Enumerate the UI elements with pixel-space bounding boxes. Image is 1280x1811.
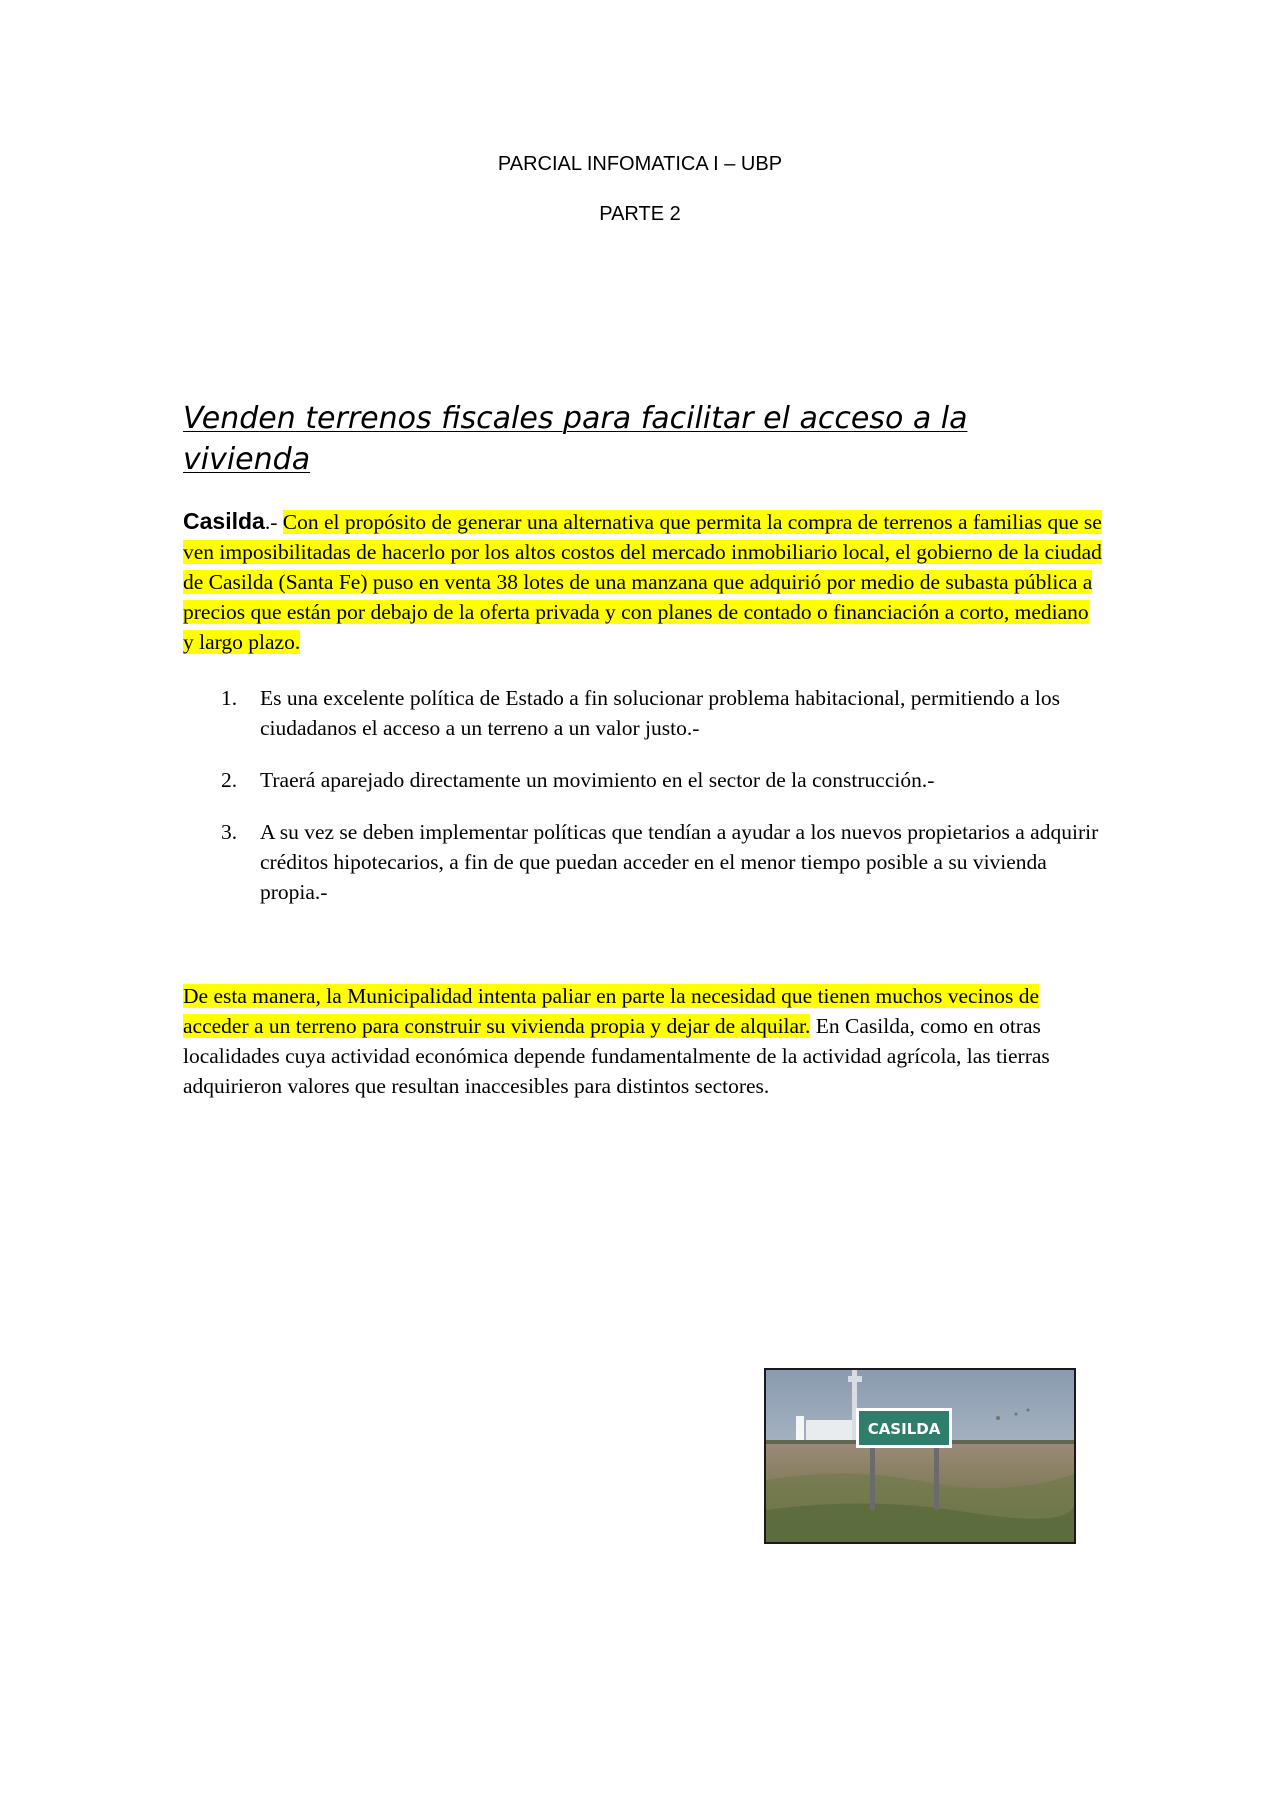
list-item-number: 3. (221, 820, 238, 844)
city-separator: .- (264, 510, 283, 534)
list-item-number: 1. (221, 686, 238, 710)
list-item-number: 2. (221, 768, 238, 792)
casilda-sign-photo (764, 1368, 1076, 1544)
article-headline: Venden terrenos fiscales para facilitar el acceso a la vivienda (183, 401, 968, 477)
closing-text: En Casilda, como en otras localidades cuya actividad económica depende fundamentalmente de la actividad agrícola, las tierras adquirieron valores que resultan inaccesibles para distintos sectores. (183, 1014, 1050, 1098)
article-lead (183, 506, 1103, 657)
list-item-text: A su vez se deben implementar políticas que tendían a ayudar a los nuevos propietarios a adquirir créditos hipotecarios, a fin de que puedan acceder en el menor tiempo posible a su vivienda propia.- (260, 820, 1099, 904)
points-list (183, 683, 1103, 929)
list-item-text: Es una excelente política de Estado a fin solucionar problema habitacional, permitiendo a los ciudadanos el acceso a un terreno a un valor justo.- (260, 686, 1061, 740)
list-item (183, 817, 1103, 907)
sign-text: CASILDA (867, 1420, 941, 1438)
document-title: PARCIAL INFOMATICA I – UBP (497, 153, 783, 175)
list-item (183, 683, 1103, 743)
list-item-text: Traerá aparejado directamente un movimiento en el sector de la construcción.- (260, 768, 935, 792)
closing-paragraph (183, 981, 1103, 1101)
article-city: Casilda (183, 508, 265, 534)
list-item (183, 765, 1103, 795)
lead-highlighted-text: Con el propósito de generar una alternativa que permita la compra de terrenos a familias que se ven imposibilitadas de hacerlo por los altos costos del mercado inmobiliario local, el gobierno de la ciudad de Casilda (Santa Fe) puso en venta 38 lotes de una manzana que adquirió por medio de subasta pública a precios que están por debajo de la oferta privada y con planes de contado o financiación a corto, mediano y largo plazo. (183, 510, 1102, 654)
closing-highlighted-text: De esta manera, la Municipalidad intenta paliar en parte la necesidad que tienen muchos vecinos de acceder a un terreno para construir su vivienda propia y dejar de alquilar. (183, 984, 1040, 1038)
document-part: PARTE 2 (599, 203, 681, 225)
